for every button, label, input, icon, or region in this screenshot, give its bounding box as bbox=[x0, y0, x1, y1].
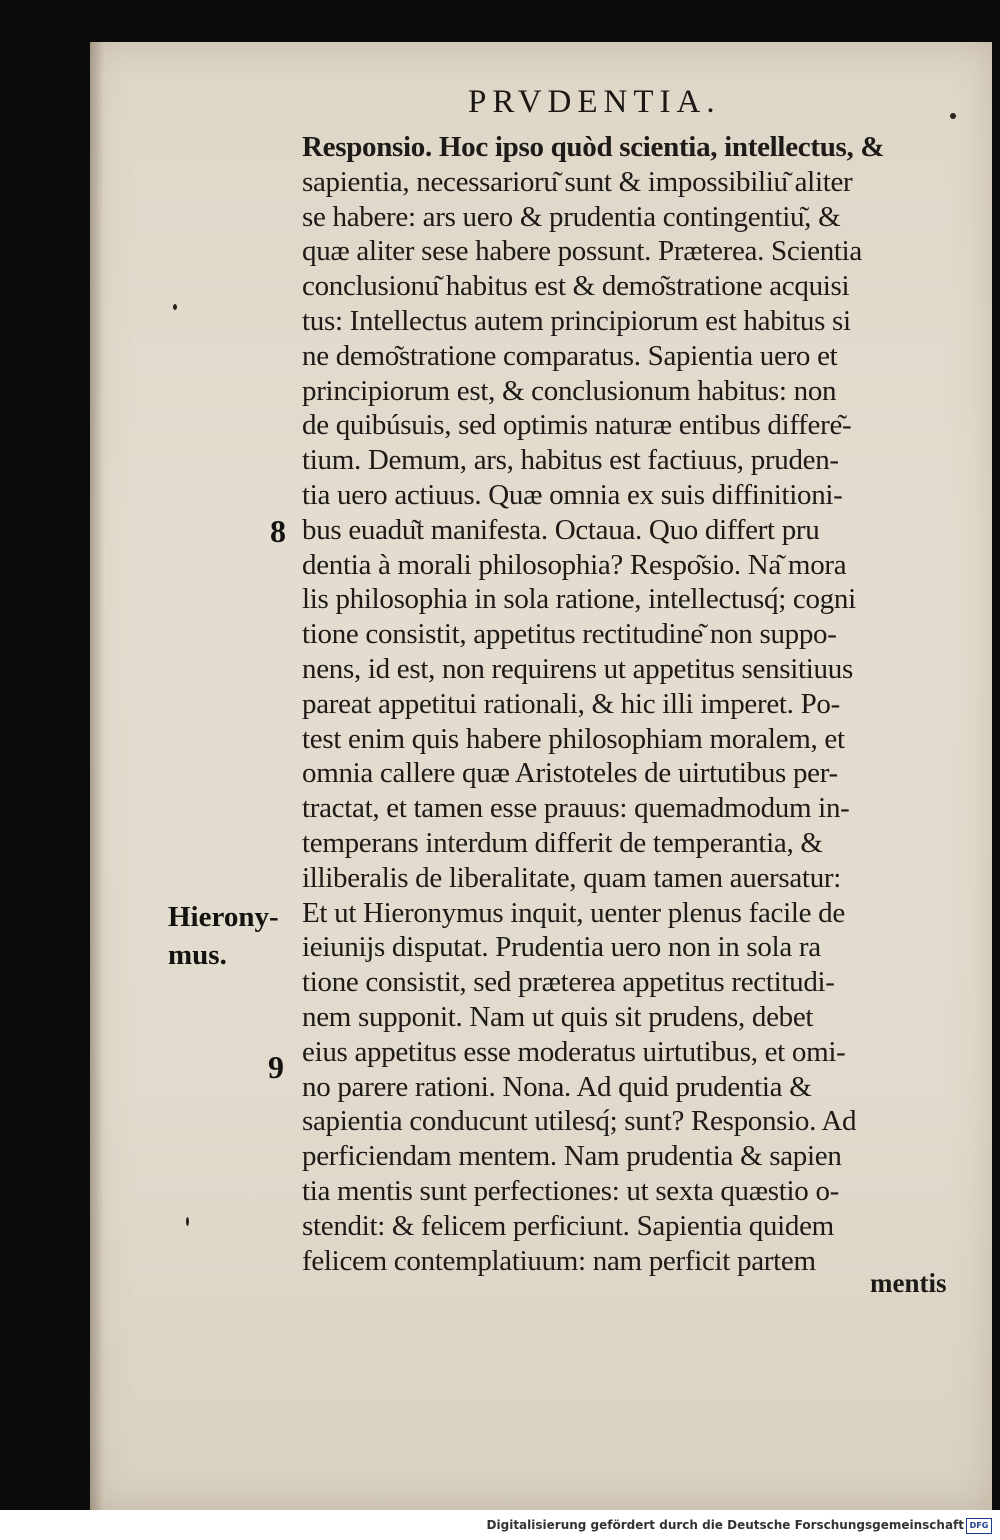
text-line: tione consistit, appetitus rectitudine͂ non suppo- bbox=[302, 618, 837, 651]
text-line: omnia callere quæ Aristoteles de uirtutibus per- bbox=[302, 757, 838, 790]
text-line: de quibúsuis, sed optimis naturæ entibus differe͂- bbox=[302, 409, 852, 442]
text-line: ieiunijs disputat. Prudentia uero non in sola ra bbox=[302, 931, 821, 964]
text-line: tione consistit, sed præterea appetitus rectitudi- bbox=[302, 966, 835, 999]
text-line: test enim quis habere philosophiam moralem, et bbox=[302, 722, 845, 755]
ink-speck bbox=[186, 1217, 189, 1226]
text-line: tus: Intellectus autem principiorum est habitus si bbox=[302, 304, 851, 337]
text-line: Responsio. Hoc ipso quòd scientia, intellectus, & bbox=[302, 131, 885, 163]
text-line: principiorum est, & conclusionum habitus: non bbox=[302, 374, 837, 407]
funding-credit: Digitalisierung gefördert durch die Deutsche Forschungsgemeinschaft bbox=[486, 1518, 964, 1532]
margin-note-line: Hierony- bbox=[168, 901, 279, 933]
margin-note-line: mus. bbox=[168, 939, 227, 971]
text-line: eius appetitus esse moderatus uirtutibus, et omi- bbox=[302, 1035, 846, 1068]
ink-speck bbox=[950, 113, 956, 119]
main-text-block bbox=[302, 130, 1000, 1278]
text-line: no parere rationi. Nona. Ad quid prudentia & bbox=[302, 1070, 812, 1103]
digitization-footer bbox=[0, 1510, 1000, 1540]
text-line: temperans interdum differit de temperantia, & bbox=[302, 826, 823, 859]
text-line: tia mentis sunt perfectiones: ut sexta quæstio o- bbox=[302, 1174, 840, 1207]
text-line: stendit: & felicem perficiunt. Sapientia quidem bbox=[302, 1209, 834, 1242]
catchword: mentis bbox=[870, 1268, 947, 1298]
text-line: Et ut Hieronymus inquit, uenter plenus facile de bbox=[302, 896, 845, 929]
text-line: tractat, et tamen esse prauus: quemadmodum in- bbox=[302, 792, 850, 825]
text-line: conclusionu͂ habitus est & demo͂stratione acquisi bbox=[302, 270, 850, 303]
text-line: felicem contemplatiuum: nam perficit partem bbox=[302, 1244, 816, 1277]
margin-number-9: 9 bbox=[268, 1049, 284, 1085]
text-line: tium. Demum, ars, habitus est factiuus, pruden- bbox=[302, 444, 839, 477]
text-line: illiberalis de liberalitate, quam tamen auersatur: bbox=[302, 861, 842, 894]
text-line: sapientia conducunt utilesq́; sunt? Responsio. Ad bbox=[302, 1105, 857, 1138]
text-line: nens, id est, non requirens ut appetitus sensitiuus bbox=[302, 652, 853, 685]
text-line: quæ aliter sese habere possunt. Præterea. Scientia bbox=[302, 235, 863, 268]
text-line: dentia à morali philosophia? Respo͂sio. Na͂ mora bbox=[302, 548, 847, 581]
text-line: bus euadu͂t manifesta. Octaua. Quo differt pru bbox=[302, 513, 820, 546]
ink-speck bbox=[173, 304, 177, 310]
text-line: perficiendam mentem. Nam prudentia & sapien bbox=[302, 1140, 842, 1173]
text-line: pareat appetitui rationali, & hic illi imperet. Po- bbox=[302, 687, 840, 720]
margin-number-8: 8 bbox=[270, 513, 286, 549]
dfg-logo-icon: DFG bbox=[966, 1518, 992, 1534]
running-head: PRVDENTIA. bbox=[468, 84, 721, 120]
text-line: lis philosophia in sola ratione, intellectusq́; cogni bbox=[302, 583, 856, 616]
text-line: ne demo͂stratione comparatus. Sapientia uero et bbox=[302, 339, 838, 372]
text-line: sapientia, necessarioru͂ sunt & impossibiliu͂ aliter bbox=[302, 165, 853, 198]
text-line: tia uero actiuus. Quæ omnia ex suis diffinitioni- bbox=[302, 478, 843, 511]
text-line: se habere: ars uero & prudentia contingentiu͂, & bbox=[302, 200, 841, 233]
margin-note-hieronymus bbox=[168, 898, 279, 974]
text-line: nem supponit. Nam ut quis sit prudens, debet bbox=[302, 1000, 814, 1033]
